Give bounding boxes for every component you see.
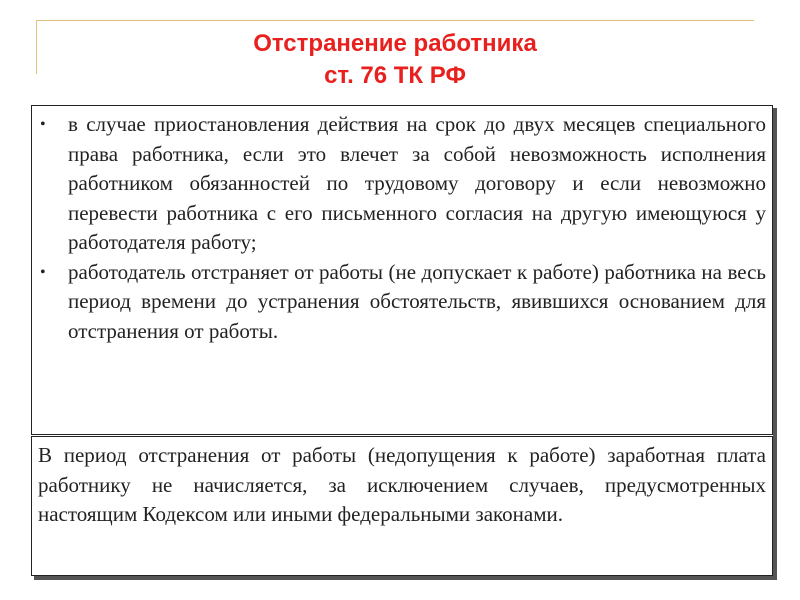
note-text: В период отстранения от работы (недопущения к работе) заработная плата работнику не начисляется, за исключением случаев, предусмотренных настоящим Кодексом или иными федеральными законами.	[38, 443, 766, 526]
bullet-icon: •	[40, 116, 46, 133]
bullet-text-2: работодатель отстраняет от работы (не допускает к работе) работника на весь период времени до устранения обстоятельств, явившихся основанием для отстранения от работы.	[68, 259, 766, 343]
box-shadow-right	[773, 108, 777, 580]
bullet-icon: •	[40, 263, 46, 281]
title-line-1: Отстранение работника	[253, 30, 537, 57]
title-line-2: ст. 76 ТК РФ	[324, 62, 466, 89]
bullet-box	[31, 105, 773, 435]
bullet-list	[38, 110, 766, 346]
slide-title	[36, 28, 754, 92]
bullet-item-2	[38, 258, 766, 347]
decorative-frame-top	[36, 20, 754, 21]
box-shadow-bottom	[34, 576, 777, 580]
bullet-text-1: в случае приостановления действия на срок до двух месяцев специального права работника, если это влечет за собой невозможность исполнения работником обязанностей по трудовому договору и если невозможно перевести работника с его письменного согласия на другую имеющуюся у работодателя работу;	[68, 112, 766, 254]
bullet-item-1	[38, 110, 766, 258]
note-box	[31, 436, 773, 576]
